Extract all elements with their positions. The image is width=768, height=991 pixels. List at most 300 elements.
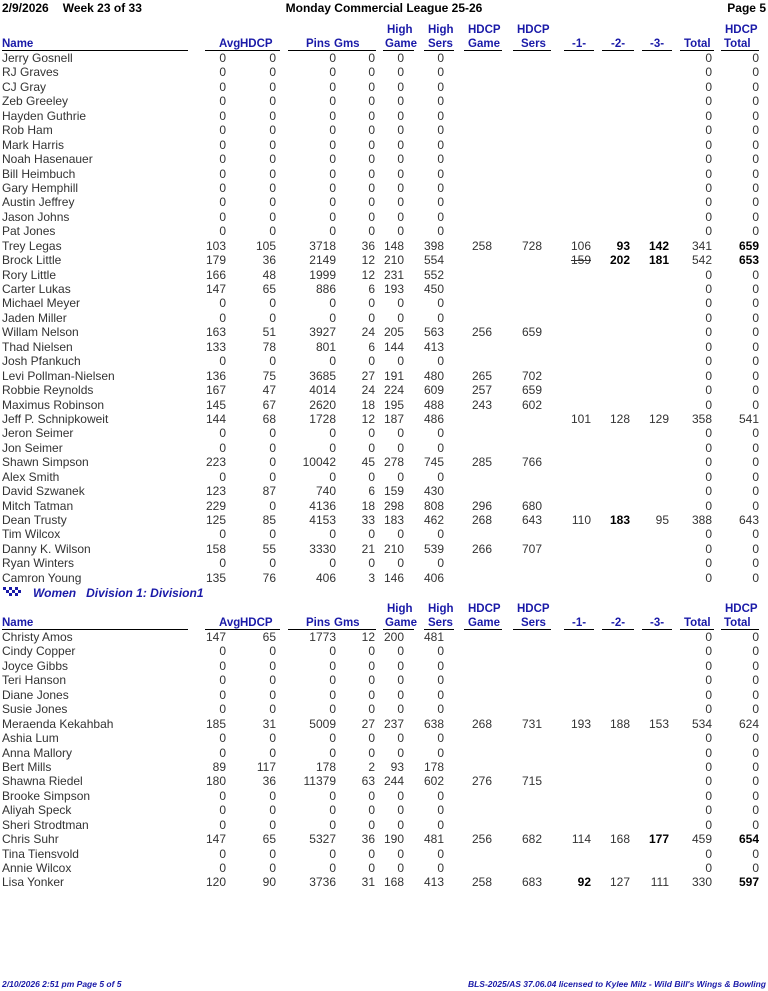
- col-gms: Gms: [334, 38, 360, 50]
- high-game-cell: 193: [383, 282, 404, 296]
- game3-cell: 177: [648, 832, 669, 847]
- table-row: [0, 818, 768, 832]
- name-cell: Jon Seimer: [2, 440, 63, 455]
- col-hdcp-total-2: Total: [724, 617, 751, 629]
- high-series-cell: 0: [437, 180, 444, 195]
- column-header: [0, 601, 768, 631]
- name-cell: Ashia Lum: [2, 731, 59, 746]
- col-total: Total: [684, 617, 711, 629]
- avg-cell: 147: [205, 282, 226, 296]
- hdcp-cell: 0: [269, 108, 276, 123]
- pins-cell: 0: [329, 354, 336, 369]
- hdcp-total-cell: 0: [752, 51, 759, 65]
- high-game-cell: 0: [397, 51, 404, 65]
- hdcp-total-cell: 0: [752, 731, 759, 746]
- col-total: Total: [684, 38, 711, 50]
- total-cell: 0: [705, 817, 712, 832]
- table-row: [0, 861, 768, 875]
- total-cell: 0: [705, 426, 712, 441]
- name-cell: Trey Legas: [2, 238, 62, 253]
- games-cell: 27: [361, 368, 375, 383]
- pins-cell: 1999: [309, 267, 336, 282]
- games-cell: 6: [368, 339, 375, 354]
- table-row: [0, 340, 768, 354]
- avg-cell: 163: [205, 325, 226, 340]
- high-game-cell: 0: [397, 354, 404, 369]
- game2-cell: 127: [609, 875, 630, 890]
- games-cell: 0: [368, 788, 375, 803]
- games-cell: 0: [368, 152, 375, 167]
- hdcp-game-cell: 258: [471, 875, 492, 890]
- high-game-cell: 0: [397, 123, 404, 138]
- hdcp-game-cell: 268: [471, 716, 492, 731]
- name-cell: Ryan Winters: [2, 556, 75, 571]
- hdcp-total-cell: 0: [752, 788, 759, 803]
- name-cell: Shawn Simpson: [2, 455, 89, 470]
- hdcp-total-cell: 0: [752, 123, 759, 138]
- high-series-cell: 563: [423, 325, 444, 340]
- pins-cell: 11379: [303, 774, 336, 789]
- hdcp-total-cell: 643: [738, 513, 759, 527]
- games-cell: 0: [368, 94, 375, 109]
- hdcp-cell: 0: [269, 673, 276, 688]
- hdcp-cell: 75: [262, 368, 276, 383]
- hdcp-cell: 0: [269, 556, 276, 571]
- col-hdcp-game-1: HDCP: [468, 603, 501, 615]
- high-game-cell: 0: [397, 469, 404, 484]
- table-row: [0, 51, 768, 65]
- hdcp-series-cell: 680: [521, 498, 542, 513]
- pins-cell: 0: [329, 65, 336, 80]
- avg-cell: 0: [219, 673, 226, 688]
- license-text: BLS-2025/AS 37.06.04 licensed to Kylee Milz - Wild Bill's Wings & Bowling: [467, 979, 766, 989]
- avg-cell: 166: [205, 267, 226, 282]
- total-cell: 0: [705, 296, 712, 311]
- hdcp-cell: 0: [269, 79, 276, 94]
- hdcp-total-cell: 0: [752, 282, 759, 296]
- table-row: [0, 224, 768, 238]
- games-cell: 0: [368, 209, 375, 224]
- name-cell: Lisa Yonker: [2, 875, 65, 890]
- col-hdcp-game-1: HDCP: [468, 24, 501, 36]
- hdcp-total-cell: 0: [752, 224, 759, 239]
- hdcp-total-cell: 597: [738, 875, 759, 890]
- game3-cell: 129: [648, 411, 669, 426]
- high-game-cell: 0: [397, 94, 404, 109]
- games-cell: 0: [368, 861, 375, 875]
- name-cell: Jeron Seimer: [2, 426, 74, 441]
- high-game-cell: 190: [383, 832, 404, 847]
- hdcp-game-cell: 256: [471, 325, 492, 340]
- games-cell: 0: [368, 745, 375, 760]
- hdcp-total-cell: 0: [752, 354, 759, 369]
- high-game-cell: 148: [383, 238, 404, 253]
- high-game-cell: 0: [397, 556, 404, 571]
- high-series-cell: 0: [437, 310, 444, 325]
- pins-cell: 3736: [309, 875, 336, 890]
- hdcp-game-cell: 285: [471, 455, 492, 470]
- hdcp-total-cell: 0: [752, 296, 759, 311]
- total-cell: 542: [691, 253, 712, 268]
- games-cell: 33: [361, 513, 375, 527]
- high-game-cell: 0: [397, 310, 404, 325]
- avg-cell: 103: [205, 238, 226, 253]
- games-cell: 0: [368, 354, 375, 369]
- total-cell: 0: [705, 94, 712, 109]
- avg-cell: 0: [219, 51, 226, 65]
- column-header: [0, 22, 768, 52]
- avg-cell: 0: [219, 556, 226, 571]
- game2-cell: 93: [616, 238, 630, 253]
- table-row: [0, 717, 768, 731]
- hdcp-total-cell: 0: [752, 180, 759, 195]
- name-cell: Rory Little: [2, 267, 57, 282]
- hdcp-game-cell: 265: [471, 368, 492, 383]
- division-gender: Women: [33, 586, 77, 600]
- hdcp-cell: 87: [262, 484, 276, 499]
- high-series-cell: 0: [437, 108, 444, 123]
- games-cell: 0: [368, 195, 375, 210]
- high-game-cell: 159: [383, 484, 404, 499]
- games-cell: 0: [368, 817, 375, 832]
- name-cell: Willam Nelson: [2, 325, 79, 340]
- avg-cell: 0: [219, 803, 226, 818]
- pins-cell: 0: [329, 687, 336, 702]
- pins-cell: 0: [329, 745, 336, 760]
- table-row: [0, 253, 768, 267]
- name-cell: Teri Hanson: [2, 673, 67, 688]
- hdcp-series-cell: 766: [521, 455, 542, 470]
- games-cell: 0: [368, 310, 375, 325]
- game3-cell: 95: [655, 513, 669, 527]
- name-cell: Danny K. Wilson: [2, 541, 91, 556]
- avg-cell: 136: [205, 368, 226, 383]
- high-series-cell: 609: [423, 383, 444, 398]
- hdcp-total-cell: 0: [752, 702, 759, 717]
- name-cell: Brock Little: [2, 253, 62, 268]
- high-series-cell: 0: [437, 658, 444, 673]
- games-cell: 0: [368, 644, 375, 659]
- games-cell: 6: [368, 282, 375, 296]
- games-cell: 3: [368, 570, 375, 585]
- high-game-cell: 231: [383, 267, 404, 282]
- hdcp-total-cell: 0: [752, 570, 759, 585]
- name-cell: Maximus Robinson: [2, 397, 105, 412]
- col-high-sers-1: High: [428, 603, 454, 615]
- col-game-2: -2-: [611, 38, 626, 50]
- col-name: Name: [2, 38, 34, 50]
- col-game-2: -2-: [611, 617, 626, 629]
- total-cell: 0: [705, 310, 712, 325]
- high-game-cell: 0: [397, 731, 404, 746]
- total-cell: 0: [705, 498, 712, 513]
- table-row: [0, 109, 768, 123]
- pins-cell: 5327: [309, 832, 336, 847]
- hdcp-cell: 0: [269, 51, 276, 65]
- high-series-cell: 0: [437, 817, 444, 832]
- total-cell: 0: [705, 745, 712, 760]
- games-cell: 24: [361, 383, 375, 398]
- hdcp-cell: 65: [262, 630, 276, 644]
- total-cell: 0: [705, 658, 712, 673]
- high-series-cell: 638: [423, 716, 444, 731]
- hdcp-cell: 0: [269, 731, 276, 746]
- name-cell: Carter Lukas: [2, 282, 71, 296]
- table-row: [0, 210, 768, 224]
- hdcp-game-cell: 276: [471, 774, 492, 789]
- games-cell: 18: [361, 397, 375, 412]
- game1-cell: 92: [577, 875, 591, 890]
- total-cell: 534: [691, 716, 712, 731]
- table-row: [0, 311, 768, 325]
- col-game-3: -3-: [650, 617, 665, 629]
- total-cell: 0: [705, 209, 712, 224]
- table-row: [0, 138, 768, 152]
- hdcp-cell: 31: [262, 716, 276, 731]
- hdcp-cell: 0: [269, 498, 276, 513]
- high-game-cell: 0: [397, 180, 404, 195]
- high-series-cell: 486: [423, 411, 444, 426]
- total-cell: 0: [705, 166, 712, 181]
- total-cell: 0: [705, 108, 712, 123]
- name-cell: Zeb Greeley: [2, 94, 69, 109]
- hdcp-series-cell: 702: [521, 368, 542, 383]
- pins-cell: 4153: [309, 513, 336, 527]
- pins-cell: 0: [329, 644, 336, 659]
- name-cell: Camron Young: [2, 570, 82, 585]
- table-row: [0, 875, 768, 889]
- avg-cell: 0: [219, 209, 226, 224]
- hdcp-total-cell: 0: [752, 846, 759, 861]
- high-game-cell: 0: [397, 788, 404, 803]
- hdcp-cell: 48: [262, 267, 276, 282]
- games-cell: 36: [361, 832, 375, 847]
- avg-cell: 229: [205, 498, 226, 513]
- table-row: [0, 542, 768, 556]
- hdcp-cell: 65: [262, 832, 276, 847]
- high-series-cell: 413: [423, 339, 444, 354]
- table-row: [0, 527, 768, 541]
- table-row: [0, 499, 768, 513]
- table-row: [0, 123, 768, 137]
- hdcp-total-cell: 0: [752, 803, 759, 818]
- avg-cell: 185: [205, 716, 226, 731]
- game2-cell: 202: [609, 253, 630, 268]
- high-game-cell: 183: [383, 513, 404, 527]
- high-game-cell: 0: [397, 745, 404, 760]
- name-cell: Chris Suhr: [2, 832, 59, 847]
- hdcp-total-cell: 0: [752, 817, 759, 832]
- avg-cell: 0: [219, 123, 226, 138]
- high-series-cell: 0: [437, 731, 444, 746]
- hdcp-total-cell: 0: [752, 108, 759, 123]
- games-cell: 0: [368, 687, 375, 702]
- high-game-cell: 191: [383, 368, 404, 383]
- total-cell: 0: [705, 455, 712, 470]
- hdcp-series-cell: 682: [521, 832, 542, 847]
- name-cell: Gary Hemphill: [2, 180, 79, 195]
- pins-cell: 0: [329, 817, 336, 832]
- table-row: [0, 282, 768, 296]
- table-row: [0, 268, 768, 282]
- hdcp-series-cell: 731: [521, 716, 542, 731]
- high-game-cell: 0: [397, 846, 404, 861]
- hdcp-cell: 51: [262, 325, 276, 340]
- hdcp-cell: 85: [262, 513, 276, 527]
- hdcp-cell: 0: [269, 861, 276, 875]
- name-cell: Tina Tiensvold: [2, 846, 79, 861]
- games-cell: 0: [368, 469, 375, 484]
- pins-cell: 0: [329, 310, 336, 325]
- total-cell: 0: [705, 702, 712, 717]
- hdcp-total-cell: 0: [752, 861, 759, 875]
- games-cell: 0: [368, 137, 375, 152]
- game2-cell: 188: [609, 716, 630, 731]
- name-cell: Austin Jeffrey: [2, 195, 75, 210]
- col-hdcp-sers-1: HDCP: [517, 603, 550, 615]
- hdcp-total-cell: 0: [752, 440, 759, 455]
- col-hdcp-sers-1: HDCP: [517, 24, 550, 36]
- pins-cell: 0: [329, 209, 336, 224]
- hdcp-cell: 0: [269, 166, 276, 181]
- game3-cell: 181: [648, 253, 669, 268]
- col-hdcp-sers-2: Sers: [521, 38, 546, 50]
- total-cell: 0: [705, 65, 712, 80]
- high-game-cell: 0: [397, 803, 404, 818]
- pins-cell: 406: [315, 570, 336, 585]
- total-cell: 0: [705, 541, 712, 556]
- men-standings-table: [0, 51, 768, 585]
- hdcp-cell: 47: [262, 383, 276, 398]
- col-pins: Pins: [306, 617, 331, 629]
- pins-cell: 0: [329, 861, 336, 875]
- hdcp-total-cell: 0: [752, 455, 759, 470]
- col-gms: Gms: [334, 617, 360, 629]
- pins-cell: 0: [329, 224, 336, 239]
- table-row: [0, 325, 768, 339]
- high-game-cell: 168: [383, 875, 404, 890]
- games-cell: 12: [361, 630, 375, 644]
- high-game-cell: 0: [397, 166, 404, 181]
- high-game-cell: 0: [397, 195, 404, 210]
- games-cell: 0: [368, 527, 375, 542]
- hdcp-cell: 68: [262, 411, 276, 426]
- pins-cell: 801: [315, 339, 336, 354]
- high-game-cell: 205: [383, 325, 404, 340]
- avg-cell: 0: [219, 687, 226, 702]
- high-game-cell: 0: [397, 658, 404, 673]
- hdcp-total-cell: 0: [752, 774, 759, 789]
- hdcp-cell: 76: [262, 570, 276, 585]
- games-cell: 0: [368, 224, 375, 239]
- total-cell: 0: [705, 440, 712, 455]
- hdcp-cell: 0: [269, 788, 276, 803]
- hdcp-cell: 55: [262, 541, 276, 556]
- games-cell: 0: [368, 51, 375, 65]
- hdcp-total-cell: 0: [752, 745, 759, 760]
- total-cell: 0: [705, 484, 712, 499]
- games-cell: 12: [361, 253, 375, 268]
- games-cell: 0: [368, 65, 375, 80]
- hdcp-total-cell: 0: [752, 137, 759, 152]
- pins-cell: 1773: [309, 630, 336, 644]
- avg-cell: 0: [219, 817, 226, 832]
- table-row: [0, 832, 768, 846]
- hdcp-cell: 0: [269, 440, 276, 455]
- high-series-cell: 0: [437, 687, 444, 702]
- avg-cell: 144: [205, 411, 226, 426]
- high-game-cell: 298: [383, 498, 404, 513]
- pins-cell: 2620: [309, 397, 336, 412]
- high-game-cell: 0: [397, 137, 404, 152]
- high-game-cell: 0: [397, 817, 404, 832]
- avg-cell: 0: [219, 658, 226, 673]
- table-row: [0, 702, 768, 716]
- games-cell: 0: [368, 166, 375, 181]
- pins-cell: 3685: [309, 368, 336, 383]
- total-cell: 0: [705, 673, 712, 688]
- hdcp-cell: 0: [269, 687, 276, 702]
- table-row: [0, 354, 768, 368]
- game1-cell: 101: [570, 411, 591, 426]
- pins-cell: 0: [329, 180, 336, 195]
- games-cell: 0: [368, 108, 375, 123]
- league-title: Monday Commercial League 25-26: [285, 1, 483, 15]
- table-row: [0, 760, 768, 774]
- col-hdcp: HDCP: [240, 38, 273, 50]
- games-cell: 0: [368, 440, 375, 455]
- table-row: [0, 398, 768, 412]
- high-game-cell: 0: [397, 861, 404, 875]
- high-series-cell: 0: [437, 224, 444, 239]
- high-series-cell: 602: [423, 774, 444, 789]
- high-series-cell: 554: [423, 253, 444, 268]
- high-series-cell: 0: [437, 354, 444, 369]
- hdcp-total-cell: 0: [752, 79, 759, 94]
- high-game-cell: 210: [383, 253, 404, 268]
- col-avg: Avg: [219, 617, 241, 629]
- total-cell: 0: [705, 687, 712, 702]
- total-cell: 0: [705, 788, 712, 803]
- avg-cell: 147: [205, 630, 226, 644]
- division-heading: [0, 585, 768, 601]
- table-row: [0, 181, 768, 195]
- high-game-cell: 0: [397, 65, 404, 80]
- hdcp-cell: 0: [269, 152, 276, 167]
- high-game-cell: 0: [397, 426, 404, 441]
- total-cell: 388: [691, 513, 712, 527]
- col-hdcp-game-2: Game: [468, 617, 500, 629]
- name-cell: Sheri Strodtman: [2, 817, 89, 832]
- hdcp-series-cell: 659: [521, 325, 542, 340]
- hdcp-total-cell: 0: [752, 527, 759, 542]
- hdcp-series-cell: 602: [521, 397, 542, 412]
- high-game-cell: 187: [383, 411, 404, 426]
- hdcp-game-cell: 243: [471, 397, 492, 412]
- high-series-cell: 0: [437, 426, 444, 441]
- hdcp-total-cell: 0: [752, 556, 759, 571]
- hdcp-total-cell: 0: [752, 541, 759, 556]
- table-row: [0, 513, 768, 527]
- avg-cell: 223: [205, 455, 226, 470]
- division-label: [33, 586, 204, 600]
- name-cell: David Szwanek: [2, 484, 85, 499]
- total-cell: 0: [705, 267, 712, 282]
- avg-cell: 0: [219, 152, 226, 167]
- table-row: [0, 470, 768, 484]
- games-cell: 12: [361, 267, 375, 282]
- hdcp-cell: 0: [269, 658, 276, 673]
